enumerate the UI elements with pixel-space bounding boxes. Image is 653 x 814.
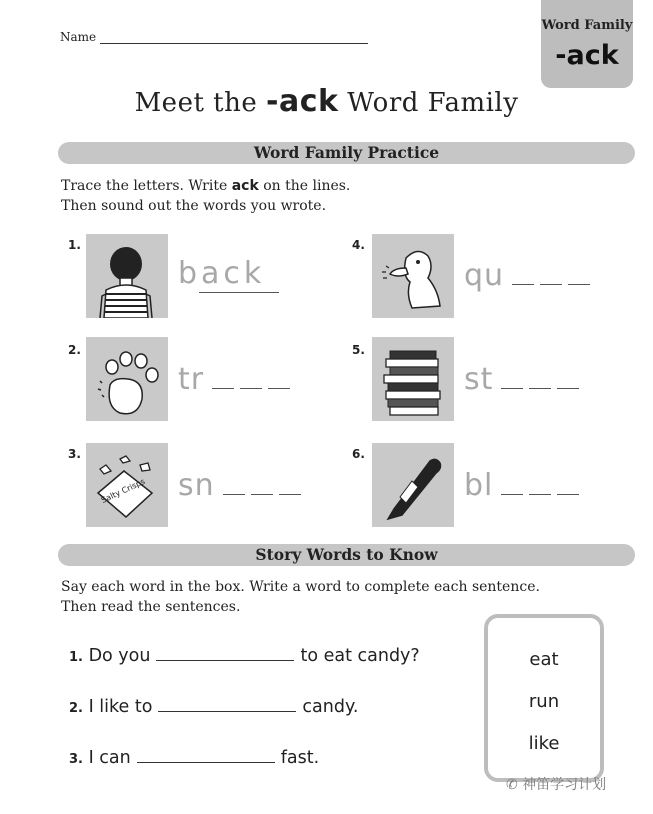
- item-6-letters: bl: [464, 468, 494, 503]
- sentence-3-before: I can: [88, 748, 131, 768]
- practice-instruction-2: Then sound out the words you wrote.: [61, 198, 327, 214]
- item-4-word: [464, 258, 590, 293]
- title-suffix: Word Family: [338, 88, 519, 118]
- item-2-letters: tr: [178, 362, 205, 397]
- sentence-2-after: candy.: [302, 697, 359, 717]
- item-5-picture: [372, 337, 454, 421]
- story-instructions: [61, 577, 540, 617]
- item-3-letters: sn: [178, 468, 215, 503]
- item-4-number: 4.: [352, 238, 365, 252]
- watermark: [506, 774, 606, 794]
- instr-1c: on the lines.: [258, 178, 351, 194]
- sentence-1-number: 1.: [69, 650, 83, 665]
- watermark-text: 神笛学习计划: [522, 777, 607, 793]
- item-5-word: [464, 362, 579, 397]
- practice-heading-bar: [58, 142, 635, 164]
- sentence-2: [69, 697, 358, 717]
- word-family-tab-label: Word Family: [541, 18, 633, 33]
- marker-pen-icon: [372, 443, 454, 527]
- item-3-number: 3.: [68, 447, 81, 461]
- story-heading: Story Words to Know: [255, 545, 438, 564]
- sentence-2-blank[interactable]: [158, 710, 296, 712]
- sentence-3-blank[interactable]: [137, 761, 275, 763]
- story-instruction-1: Say each word in the box. Write a word to complete each sentence.: [61, 579, 540, 595]
- chips-label: Salty Crisps: [99, 476, 147, 505]
- item-1-trace-line: [199, 292, 279, 293]
- page-title: [0, 84, 653, 119]
- instr-1a: Trace the letters. Write: [61, 178, 232, 194]
- sentence-1-blank[interactable]: [156, 659, 294, 661]
- item-5-letters: st: [464, 362, 494, 397]
- item-6-word: [464, 468, 579, 503]
- item-5-blanks[interactable]: [501, 387, 579, 389]
- item-6-number: 6.: [352, 447, 365, 461]
- sentence-1: [69, 646, 420, 666]
- item-3-blanks[interactable]: [223, 493, 301, 495]
- item-1-trace-word: back: [178, 256, 266, 291]
- name-label: Name: [60, 30, 97, 44]
- duck-icon: [372, 234, 454, 318]
- practice-instructions: [61, 176, 350, 216]
- item-4-blanks[interactable]: [512, 283, 590, 285]
- item-1-picture: [86, 234, 168, 318]
- item-5-number: 5.: [352, 343, 365, 357]
- item-4-letters: qu: [464, 258, 505, 293]
- item-2-picture: [86, 337, 168, 421]
- title-family: -ack: [266, 84, 339, 119]
- item-2-number: 2.: [68, 343, 81, 357]
- word-box-word-3: like: [528, 733, 560, 754]
- item-3-word: [178, 468, 301, 503]
- sentence-3-after: fast.: [280, 748, 320, 768]
- name-line[interactable]: [100, 43, 368, 44]
- title-prefix: Meet the: [134, 88, 267, 118]
- word-box: [484, 614, 604, 782]
- story-instruction-2: Then read the sentences.: [61, 599, 241, 615]
- word-family-tab: [541, 0, 633, 88]
- sentence-3-number: 3.: [69, 752, 83, 767]
- book-stack-icon: [372, 337, 454, 421]
- chips-bag-icon: [86, 443, 168, 527]
- item-2-word: [178, 362, 290, 397]
- sentence-3: [69, 748, 319, 768]
- word-box-word-2: run: [528, 691, 560, 712]
- word-family-tab-family: -ack: [555, 40, 619, 71]
- practice-instruction-1: [61, 176, 350, 196]
- sentence-2-number: 2.: [69, 701, 83, 716]
- item-1-number: 1.: [68, 238, 81, 252]
- item-3-picture: [86, 443, 168, 527]
- story-heading-bar: [58, 544, 635, 566]
- item-6-blanks[interactable]: [501, 493, 579, 495]
- practice-heading: Word Family Practice: [253, 143, 440, 162]
- item-2-blanks[interactable]: [212, 387, 290, 389]
- paw-print-icon: [86, 337, 168, 421]
- sentence-2-before: I like to: [88, 697, 153, 717]
- item-6-picture: [372, 443, 454, 527]
- item-4-picture: [372, 234, 454, 318]
- word-box-word-1: eat: [529, 649, 559, 670]
- sentence-1-before: Do you: [88, 646, 151, 666]
- wechat-icon: ✆: [506, 777, 523, 793]
- instr-1b: ack: [231, 178, 259, 194]
- boy-back-icon: [86, 234, 168, 318]
- sentence-1-after: to eat candy?: [300, 646, 420, 666]
